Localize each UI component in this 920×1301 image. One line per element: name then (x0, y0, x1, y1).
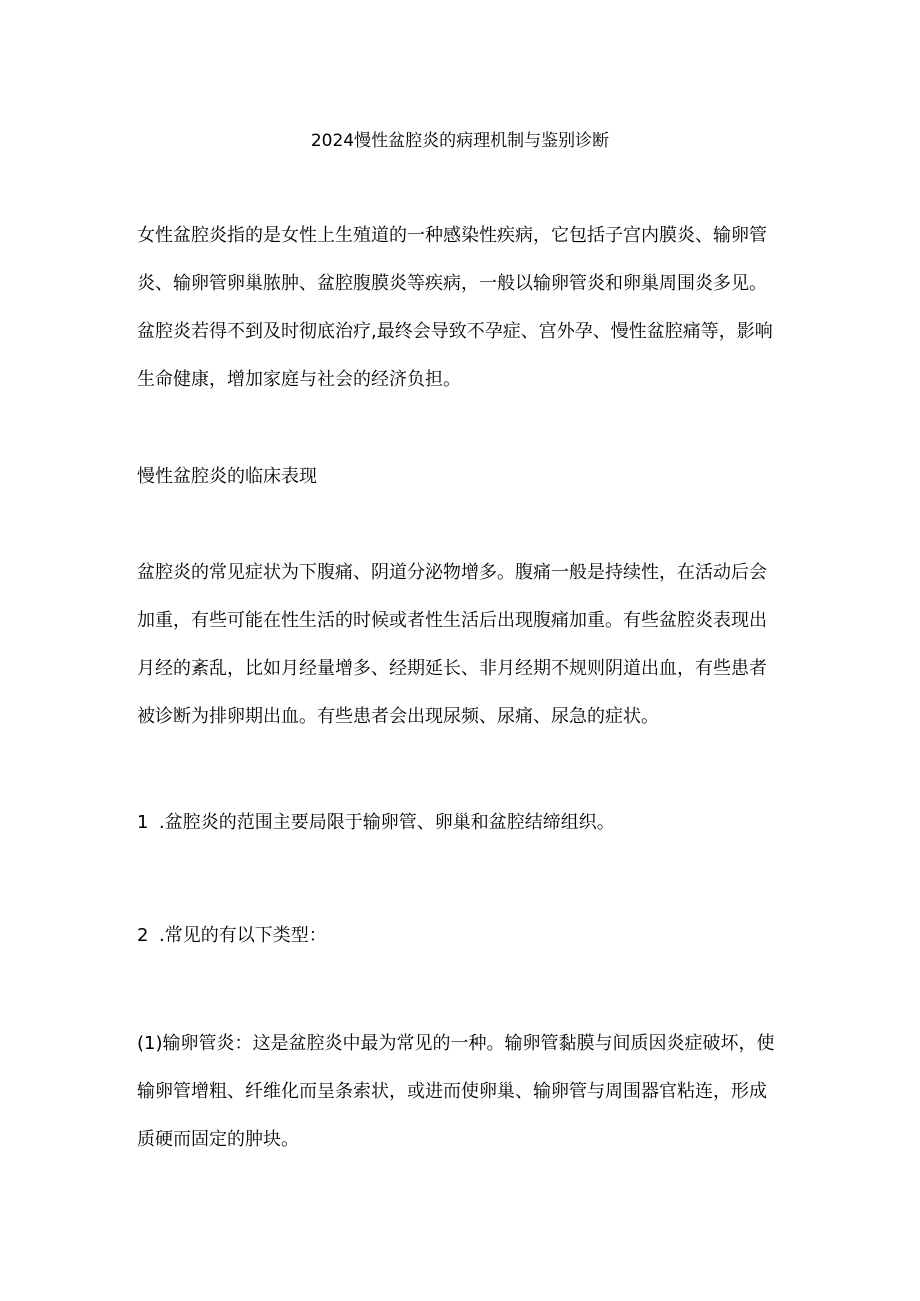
section-heading: 慢性盆腔炎的临床表现 (137, 466, 317, 487)
list-item-text: .盆腔炎的范围主要局限于输卵管、卵巢和盆腔结缔组织。 (159, 812, 615, 833)
paragraph-line: 质硬而固定的肿块。 (137, 1129, 299, 1150)
paragraph-line: 月经的紊乱，比如月经量增多、经期延长、非月经期不规则阴道出血，有些患者 (137, 658, 767, 679)
symptoms-paragraph (137, 549, 789, 741)
paragraph-line: 生命健康，增加家庭与社会的经济负担。 (137, 369, 461, 390)
paragraph-line: 盆腔炎的常见症状为下腹痛、阴道分泌物增多。腹痛一般是持续性，在活动后会 (137, 562, 767, 583)
paragraph-line: 女性盆腔炎指的是女性上生殖道的一种感染性疾病，它包括子宫内膜炎、输卵管 (137, 225, 767, 246)
paragraph-line: 炎、输卵管卵巢脓肿、盆腔腹膜炎等疾病，一般以输卵管炎和卵巢周围炎多见。 (137, 273, 767, 294)
list-item-number: 2 (137, 925, 149, 946)
list-item-text: .常见的有以下类型： (159, 925, 327, 946)
paragraph-line: 输卵管增粗、纤维化而呈条索状，或进而使卵巢、输卵管与周围器官粘连，形成 (137, 1081, 767, 1102)
document-title: 2024慢性盆腔炎的病理机制与鉴别诊断 (310, 131, 610, 151)
type1-paragraph (137, 1020, 789, 1164)
paragraph-line: 被诊断为排卵期出血。有些患者会出现尿频、尿痛、尿急的症状。 (137, 706, 659, 727)
paragraph-line: (1)输卵管炎：这是盆腔炎中最为常见的一种。输卵管黏膜与间质因炎症破坏，使 (137, 1033, 775, 1054)
list-item-1 (137, 799, 789, 847)
list-item-number: 1 (137, 812, 149, 833)
paragraph-line: 盆腔炎若得不到及时彻底治疗,最终会导致不孕症、宫外孕、慢性盆腔痛等，影响 (137, 321, 773, 342)
intro-paragraph (137, 212, 789, 404)
list-item-2 (137, 912, 789, 960)
paragraph-line: 加重，有些可能在性生活的时候或者性生活后出现腹痛加重。有些盆腔炎表现出 (137, 610, 767, 631)
